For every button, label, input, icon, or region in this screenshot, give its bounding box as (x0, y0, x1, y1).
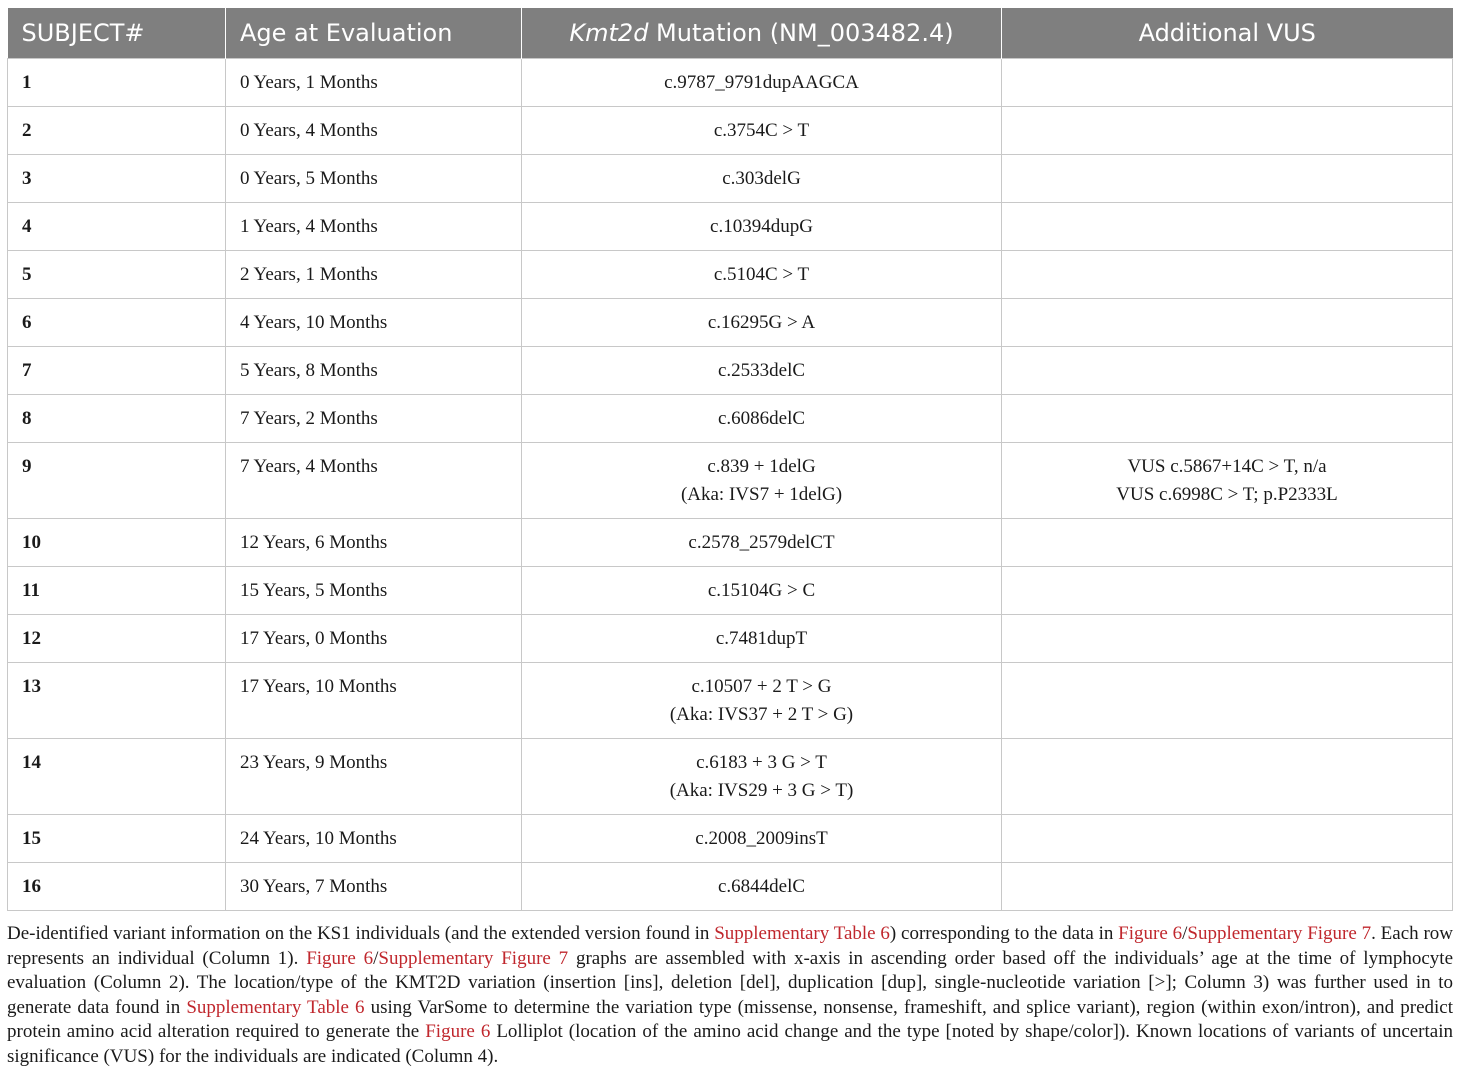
header-mutation-label: Mutation (NM_003482.4) (648, 19, 954, 47)
mutation-line: (Aka: IVS7 + 1delG) (680, 484, 843, 505)
header-mutation (522, 8, 1002, 59)
caption-reference-link[interactable]: Figure 6 (425, 1021, 491, 1043)
caption-reference-link[interactable]: Supplementary Table 6 (186, 996, 365, 1018)
subject-cell: 2 (8, 107, 226, 155)
mutation-cell (522, 251, 1002, 299)
table-row (8, 739, 1453, 815)
caption-text: using VarSome to determine the variation type (missense, nonsense, frameshift, and splice variant), region (within exon/intron), and predict protein amino acid alteration required to generate the (7, 996, 1453, 1043)
mutation-line: c.303delG (722, 168, 801, 189)
caption-reference-link[interactable]: Figure 6 (306, 947, 374, 969)
table-caption (7, 922, 1453, 1070)
caption-text: graphs are assembled with x-axis in ascending order based off the individuals’ age at the time of lymphocyte evaluation (Column 2). The location/type of the KMT2D variation (insertion [ins], deletion [del], duplication [dup], single-nucleotide variation [>]; Column 3) was further used in to generate data found in (7, 947, 1454, 1018)
age-cell: 4 Years, 10 Months (226, 299, 522, 347)
vus-cell (1002, 395, 1453, 443)
table-body (8, 59, 1453, 911)
mutation-cell (522, 863, 1002, 911)
vus-cell (1002, 347, 1453, 395)
vus-cell (1002, 203, 1453, 251)
mutation-line: c.6183 + 3 G > T (696, 752, 827, 773)
subject-cell: 13 (8, 663, 226, 739)
mutation-cell (522, 395, 1002, 443)
table-row (8, 663, 1453, 739)
table-header-row (8, 8, 1453, 59)
mutation-line: c.5104C > T (713, 264, 810, 285)
mutation-cell (522, 519, 1002, 567)
subject-cell: 11 (8, 567, 226, 615)
vus-cell (1002, 815, 1453, 863)
caption-text: Lolliplot (location of the amino acid change and the type [noted by shape/color]). Known locations of variants of uncertain significance (VUS) for the individuals are indicated (Column 4). (7, 1021, 1453, 1067)
vus-line: VUS c.6998C > T; p.P2333L (1116, 484, 1338, 505)
age-cell: 24 Years, 10 Months (226, 815, 522, 863)
subject-cell: 5 (8, 251, 226, 299)
caption-reference-link[interactable]: Supplementary Table 6 (714, 923, 890, 944)
vus-cell (1002, 59, 1453, 107)
mutation-cell (522, 299, 1002, 347)
mutation-cell (522, 347, 1002, 395)
subject-cell: 9 (8, 443, 226, 519)
subject-cell: 8 (8, 395, 226, 443)
mutation-cell (522, 107, 1002, 155)
subject-cell: 16 (8, 863, 226, 911)
subject-cell: 10 (8, 519, 226, 567)
header-age: Age at Evaluation (226, 8, 522, 59)
mutation-cell (522, 815, 1002, 863)
mutation-line: c.10394dupG (710, 216, 813, 237)
age-cell: 0 Years, 5 Months (226, 155, 522, 203)
age-cell: 1 Years, 4 Months (226, 203, 522, 251)
table-row (8, 59, 1453, 107)
mutation-cell (522, 443, 1002, 519)
vus-cell (1002, 443, 1453, 519)
age-cell: 23 Years, 9 Months (226, 739, 522, 815)
table-row (8, 443, 1453, 519)
table-row (8, 395, 1453, 443)
vus-cell (1002, 251, 1453, 299)
age-cell: 15 Years, 5 Months (226, 567, 522, 615)
header-subject: SUBJECT# (8, 8, 226, 59)
vus-cell (1002, 615, 1453, 663)
mutation-cell (522, 663, 1002, 739)
caption-reference-link[interactable]: Supplementary Figure 7 (378, 947, 569, 969)
age-cell: 0 Years, 1 Months (226, 59, 522, 107)
age-cell: 17 Years, 0 Months (226, 615, 522, 663)
caption-text: ) corresponding to the data in (889, 923, 1119, 944)
age-cell: 2 Years, 1 Months (226, 251, 522, 299)
variant-table-container (7, 8, 1452, 911)
table-row (8, 567, 1453, 615)
mutation-line: c.2008_2009insT (695, 828, 828, 849)
table-row (8, 815, 1453, 863)
table-row (8, 107, 1453, 155)
mutation-line: c.15104G > C (707, 580, 816, 601)
age-cell: 30 Years, 7 Months (226, 863, 522, 911)
mutation-line: c.9787_9791dupAAGCA (664, 72, 859, 93)
mutation-line: (Aka: IVS29 + 3 G > T) (669, 780, 854, 801)
mutation-cell (522, 739, 1002, 815)
caption-text: / (373, 947, 379, 969)
vus-cell (1002, 107, 1453, 155)
vus-cell (1002, 663, 1453, 739)
subject-cell: 1 (8, 59, 226, 107)
vus-cell (1002, 739, 1453, 815)
caption-reference-link[interactable]: Figure 6 (1118, 923, 1183, 944)
mutation-cell (522, 203, 1002, 251)
age-cell: 17 Years, 10 Months (226, 663, 522, 739)
vus-cell (1002, 519, 1453, 567)
mutation-line: c.6844delC (717, 876, 806, 897)
vus-cell (1002, 863, 1453, 911)
subject-cell: 3 (8, 155, 226, 203)
subject-cell: 14 (8, 739, 226, 815)
mutation-line: c.2578_2579delCT (688, 532, 835, 553)
age-cell: 7 Years, 2 Months (226, 395, 522, 443)
mutation-cell (522, 155, 1002, 203)
vus-cell (1002, 155, 1453, 203)
table-row (8, 519, 1453, 567)
age-cell: 7 Years, 4 Months (226, 443, 522, 519)
table-row (8, 203, 1453, 251)
header-mutation-gene: Kmt2d (569, 19, 649, 47)
mutation-line: c.16295G > A (707, 312, 816, 333)
mutation-line: c.7481dupT (715, 628, 808, 649)
table-row (8, 155, 1453, 203)
mutation-cell (522, 615, 1002, 663)
caption-text: . Each row represents an individual (Column 1). (7, 923, 1453, 969)
header-vus: Additional VUS (1002, 8, 1453, 59)
age-cell: 12 Years, 6 Months (226, 519, 522, 567)
subject-cell: 4 (8, 203, 226, 251)
caption-text: De-identified variant information on the KS1 individuals (and the extended version found in (7, 923, 715, 944)
vus-cell (1002, 567, 1453, 615)
mutation-line: c.10507 + 2 T > G (691, 676, 832, 697)
subject-cell: 6 (8, 299, 226, 347)
caption-reference-link[interactable]: Supplementary Figure 7 (1187, 923, 1372, 944)
subject-cell: 12 (8, 615, 226, 663)
table-row (8, 347, 1453, 395)
mutation-line: c.6086delC (717, 408, 806, 429)
age-cell: 5 Years, 8 Months (226, 347, 522, 395)
table-row (8, 863, 1453, 911)
table-row (8, 299, 1453, 347)
mutation-line: c.2533delC (717, 360, 806, 381)
mutation-line: c.3754C > T (713, 120, 810, 141)
subject-cell: 15 (8, 815, 226, 863)
table-row (8, 615, 1453, 663)
mutation-cell (522, 567, 1002, 615)
age-cell: 0 Years, 4 Months (226, 107, 522, 155)
subject-cell: 7 (8, 347, 226, 395)
mutation-line: (Aka: IVS37 + 2 T > G) (669, 704, 854, 725)
caption-text: / (1182, 923, 1188, 944)
variant-table (7, 8, 1453, 911)
vus-line: VUS c.5867+14C > T, n/a (1127, 456, 1327, 477)
mutation-cell (522, 59, 1002, 107)
mutation-line: c.839 + 1delG (707, 456, 816, 477)
vus-cell (1002, 299, 1453, 347)
table-row (8, 251, 1453, 299)
